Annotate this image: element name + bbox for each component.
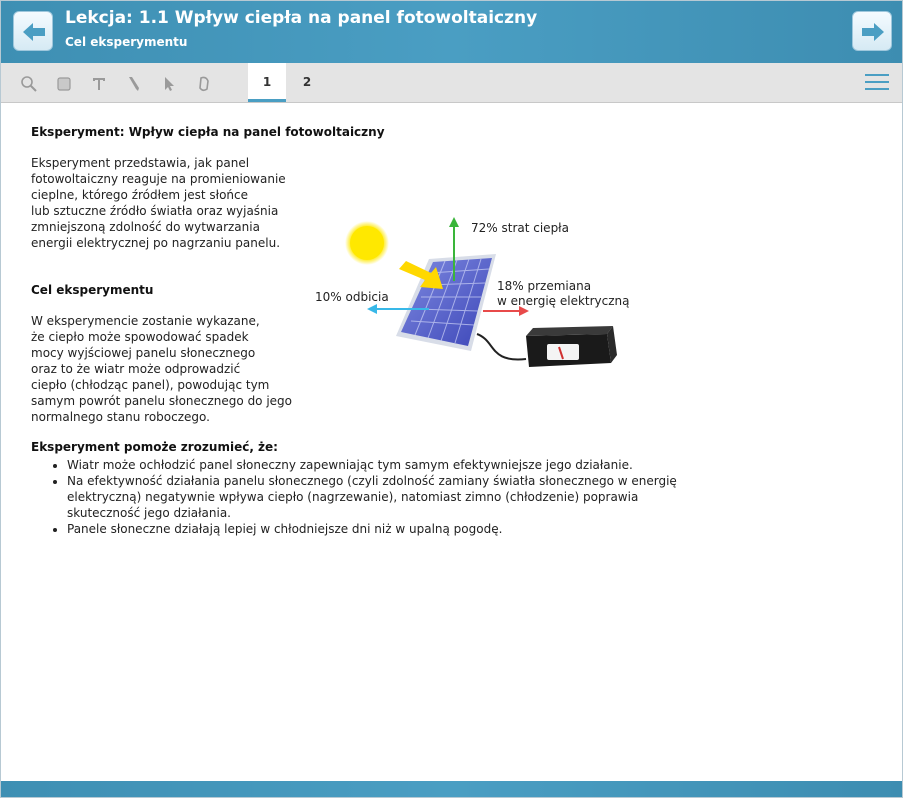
goal-line: normalnego stanu roboczego. <box>31 410 210 424</box>
understanding-heading: Eksperyment pomoże zrozumieć, że: <box>31 440 278 454</box>
heat-loss-label: 72% strat ciepła <box>471 221 569 235</box>
toolbar <box>1 63 902 103</box>
goal-heading: Cel eksperymentu <box>31 283 154 297</box>
understanding-list <box>31 457 687 537</box>
goal-paragraph <box>31 313 292 425</box>
goal-line: W eksperymencie zostanie wykazane, <box>31 314 260 328</box>
previous-page-button[interactable] <box>13 11 53 51</box>
pen-icon[interactable] <box>125 75 143 93</box>
intro-line: cieplne, którego źródłem jest słońce <box>31 188 249 202</box>
zoom-icon[interactable] <box>20 75 38 93</box>
sun-icon <box>345 221 389 265</box>
intro-paragraph <box>31 155 286 251</box>
rectangle-icon[interactable] <box>55 75 73 93</box>
hamburger-menu-icon[interactable] <box>865 74 889 92</box>
solar-panel-illustration <box>311 211 651 371</box>
next-page-button[interactable] <box>852 11 892 51</box>
cable <box>477 334 526 359</box>
arrow-right-icon <box>860 19 886 45</box>
list-item: • Panele słoneczne działają lepiej w chłodniejsze dni niż w upalną pogodę. <box>67 521 687 537</box>
list-item: • Wiatr może ochłodzić panel słoneczny zapewniając tym samym efektywniejsze jego działanie. <box>67 457 687 473</box>
pointer-icon[interactable] <box>160 75 178 93</box>
intro-line: lub sztuczne źródło światła oraz wyjaśnia <box>31 204 279 218</box>
goal-line: że ciepło może spowodować spadek <box>31 330 249 344</box>
intro-line: energii elektrycznej po nagrzaniu panelu. <box>31 236 281 250</box>
conversion-label-2: w energię elektryczną <box>497 294 630 308</box>
arrow-left-icon <box>21 19 47 45</box>
goal-line: ciepło (chłodząc panel), powodując tym <box>31 378 270 392</box>
lesson-footer <box>1 781 902 797</box>
lesson-content <box>1 103 902 781</box>
conversion-label-1: 18% przemiana <box>497 279 592 293</box>
eraser-icon[interactable] <box>195 75 213 93</box>
intro-line: Eksperyment przedstawia, jak panel <box>31 156 250 170</box>
page-tab-2[interactable]: 2 <box>302 75 312 89</box>
intro-line: zmniejszoną zdolność do wytwarzania <box>31 220 260 234</box>
lesson-header <box>1 1 902 63</box>
meter-box-icon <box>526 326 617 367</box>
goal-line: samym powrót panelu słonecznego do jego <box>31 394 293 408</box>
lesson-title: Lekcja: 1.1 Wpływ ciepła na panel fotowoltaiczny <box>65 8 538 28</box>
goal-line: oraz to że wiatr może odprowadzić <box>31 362 241 376</box>
text-icon[interactable] <box>90 75 108 93</box>
list-item: • Na efektywność działania panelu słonecznego (czyli zdolność zamiany światła słonecznego w energię elektryczną) negatywnie wpływa ciepło (nagrzewanie), natomiast zimno (chłodzenie) poprawia skuteczność jego działania. <box>67 473 687 521</box>
intro-line: fotowoltaiczny reaguje na promieniowanie <box>31 172 286 186</box>
goal-line: mocy wyjściowej panelu słonecznego <box>31 346 256 360</box>
experiment-heading: Eksperyment: Wpływ ciepła na panel fotowoltaiczny <box>31 125 385 139</box>
lesson-subtitle: Cel eksperymentu <box>65 35 188 49</box>
reflection-label: 10% odbicia <box>315 290 389 304</box>
page-tab-1[interactable]: 1 <box>248 63 286 102</box>
